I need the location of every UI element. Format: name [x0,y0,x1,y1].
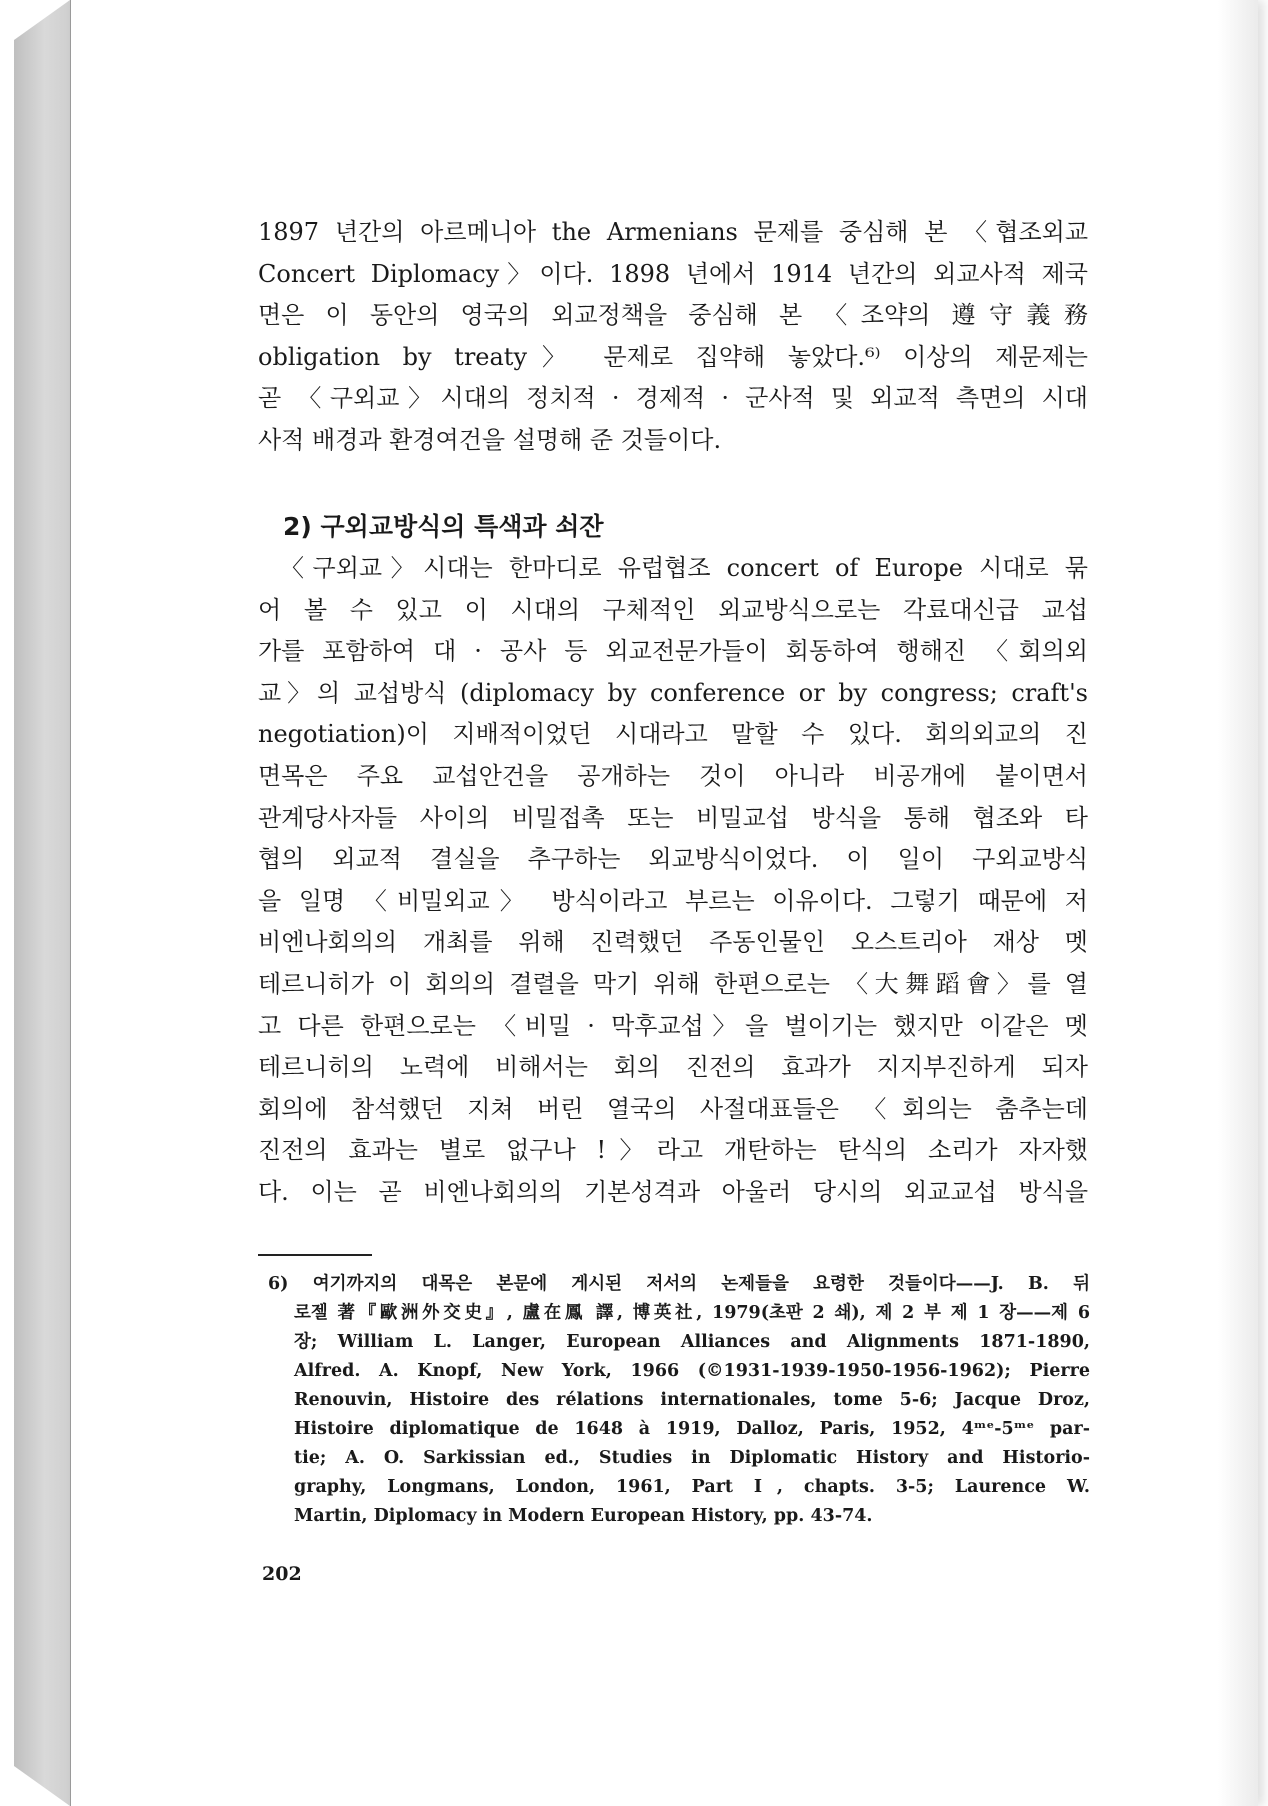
paragraph-line: 교〉의 교섭방식 (diplomacy by conference or by congress; craft's [258,678,1088,707]
paragraph-line: 가를 포함하여 대 · 공사 등 외교전문가들이 회동하여 행해진 〈회의외 [258,637,1088,666]
paragraph-line: 〈구외교〉시대는 한마디로 유럽협조 concert of Europe 시대로 묶 [280,554,1088,582]
footnote-line: Renouvin, Histoire des rélations internationales, tome 5-6; Jacque Droz, [294,1390,1090,1410]
footnote-line: 로젤 著『歐洲外交史』, 盧在鳳 譯, 博英社, 1979(초판 2 쇄), 제 2 부 제 1 장——제 6 [294,1303,1090,1323]
footnote [268,1270,1090,1531]
footnote-line: graphy, Longmans, London, 1961, Part Ⅰ, chapts. 3-5; Laurence W. [294,1477,1090,1497]
paragraph-line: 1897 년간의 아르메니아 the Armenians 문제를 중심해 본 〈협조외교 [258,218,1088,246]
section-paragraph [258,548,1088,1214]
paragraph-line: 고 다른 한편으로는 〈비밀 · 막후교섭〉을 벌이기는 했지만 이같은 멧 [258,1011,1088,1040]
paragraph-line: 사적 배경과 환경여건을 설명해 준 것들이다. [258,425,722,454]
paragraph-line: 비엔나회의의 개최를 위해 진력했던 주동인물인 오스트리아 재상 멧 [258,928,1088,957]
paragraph-line: 테르니히의 노력에 비해서는 회의 진전의 효과가 지지부진하게 되자 [258,1053,1088,1082]
footnote-line: Martin, Diplomacy in Modern European History, pp. 43-74. [294,1506,873,1526]
book-edge [14,0,70,1806]
paragraph-line: 곧 〈구외교〉시대의 정치적 · 경제적 · 군사적 및 외교적 측면의 시대 [258,384,1088,412]
paragraph-line: 면목은 주요 교섭안건을 공개하는 것이 아니라 비공개에 붙이면서 [258,761,1088,790]
paragraph-line: 회의에 참석했던 지쳐 버린 열국의 사절대표들은 〈회의는 춤추는데 [258,1094,1088,1123]
paragraph-top [258,212,1088,461]
section-heading: 2) 구외교방식의 특색과 쇠잔 [283,512,604,541]
paragraph-line: 어 볼 수 있고 이 시대의 구체적인 외교방식으로는 각료대신급 교섭 [258,595,1088,624]
paragraph-line: 협의 외교적 결실을 추구하는 외교방식이었다. 이 일이 구외교방식 [258,845,1088,874]
paragraph-line: 면은 이 동안의 영국의 외교정책을 중심해 본 〈조약의 遵守義務 [258,301,1088,329]
paragraph-line: 다. 이는 곧 비엔나회의의 기본성격과 아울러 당시의 외교교섭 방식을 [258,1177,1088,1206]
paragraph-line: 테르니히가 이 회의의 결렬을 막기 위해 한편으로는 〈大舞蹈會〉를 열 [258,969,1088,998]
footnote-line: 장; William L. Langer, European Alliances and Alignments 1871-1890, [294,1332,1090,1352]
footnote-line: 6) 여기까지의 대목은 본문에 게시된 저서의 논제들을 요령한 것들이다——J. B. 뒤 [268,1274,1090,1294]
footnote-line: Alfred. A. Knopf, New York, 1966 (©1931-1939-1950-1956-1962); Pierre [294,1361,1090,1381]
footnote-divider [258,1254,372,1256]
paragraph-line: negotiation)이 지배적이었던 시대라고 말할 수 있다. 회의외교의 진 [258,720,1088,749]
footnote-line: tie; A. O. Sarkissian ed., Studies in Diplomatic History and Historio- [294,1448,1090,1468]
page-shade [1218,0,1258,1806]
paragraph-line: Concert Diplomacy〉이다. 1898 년에서 1914 년간의 외교사적 제국 [258,259,1088,288]
paragraph-line: 관계당사자들 사이의 비밀접촉 또는 비밀교섭 방식을 통해 협조와 타 [258,803,1088,832]
page-number: 202 [262,1563,302,1585]
paragraph-line: 을 일명 〈비밀외교〉 방식이라고 부르는 이유이다. 그렇기 때문에 저 [258,886,1088,915]
paragraph-line: 진전의 효과는 별로 없구나 !〉라고 개탄하는 탄식의 소리가 자자했 [258,1136,1088,1165]
paragraph-line: obligation by treaty〉 문제로 집약해 놓았다.⁶⁾ 이상의 제문제는 [258,342,1088,371]
footnote-line: Histoire diplomatique de 1648 à 1919, Dalloz, Paris, 1952, 4ᵐᵉ-5ᵐᵉ par- [294,1419,1090,1439]
